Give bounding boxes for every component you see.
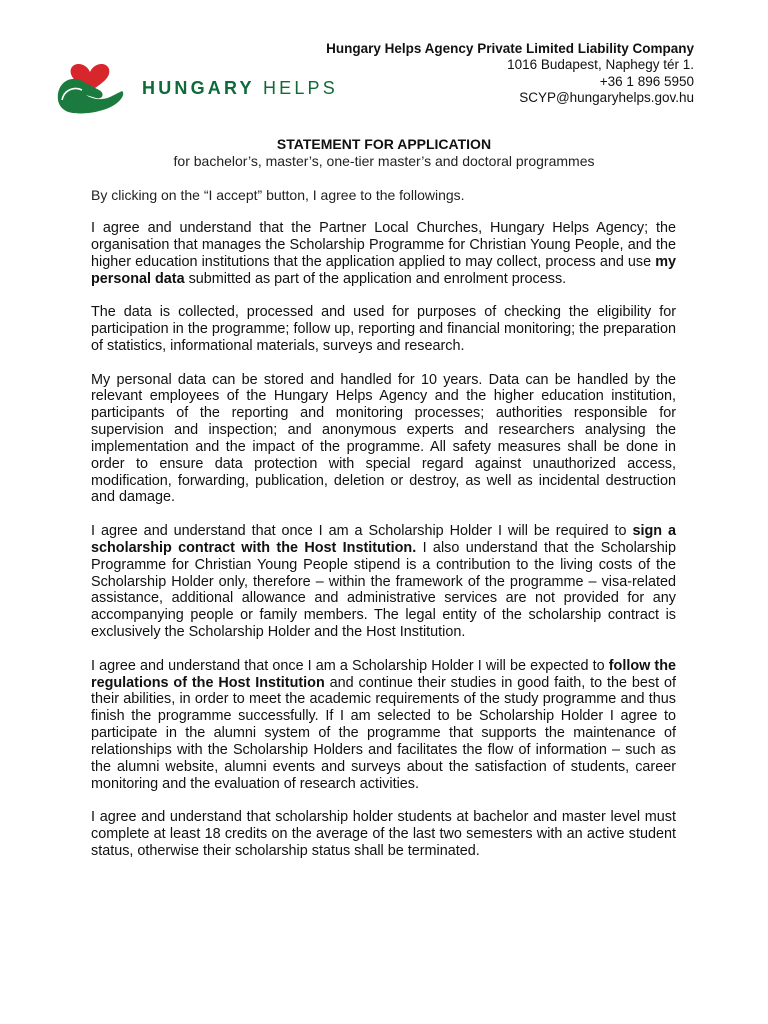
company-contact-block (314, 41, 694, 107)
document-subtitle: for bachelor’s, master’s, one-tier master’s and doctoral programmes (173, 153, 595, 169)
paragraph-data-storage: My personal data can be stored and handled for 10 years. Data can be handled by the relevant employees of the Hungary Helps Agency and the higher education institution, participants of the reporting and monitoring processes; authorities responsible for supervision and inspection; and anonymous experts and researchers analysing the implementation and the impact of the programme. All safety measures shall be done in order to ensure data protection with special regard against unauthorized access, modification, forwarding, publication, deletion or destroy, as well as incidental destruction and damage. (91, 371, 676, 506)
company-address: 1016 Budapest, Naphegy tér 1. (507, 57, 694, 73)
company-name: Hungary Helps Agency Private Limited Liability Company (326, 41, 694, 56)
company-email: SCYP@hungaryhelps.gov.hu (519, 90, 694, 106)
paragraph-personal-data: I agree and understand that the Partner Local Churches, Hungary Helps Agency; the organisation that manages the Scholarship Programme for Christian Young People, and the higher education institutions that the application applied to may collect, process and use my personal data submitted as part of the application and enrolment process. (91, 220, 676, 287)
heart-hand-logo-icon (54, 60, 126, 120)
hungary-helps-logo (54, 60, 354, 120)
intro-statement: By clicking on the “I accept” button, I agree to the followings. (91, 187, 465, 203)
paragraph-scholarship-contract: I agree and understand that once I am a Scholarship Holder I will be required to sign a scholarship contract with the Host Institution. I also understand that the Scholarship Programme for Christian Young People stipend is a contribution to the living costs of the Scholarship Holder only, therefore – within the framework of the programme – visa-related assistance, additional allowance and administrative services are not provided for any accompanying people or family members. The legal entity of the scholarship contract is exclusively the Scholarship Holder and the Host Institution. (91, 523, 676, 641)
document-title: STATEMENT FOR APPLICATION (276, 136, 492, 152)
company-phone: +36 1 896 5950 (599, 73, 694, 89)
paragraph-credit-requirement: I agree and understand that scholarship holder students at bachelor and master level must complete at least 18 credits on the average of the last two semesters with an active student status, otherwise their scholarship status shall be terminated. (91, 809, 676, 859)
paragraph-data-purposes: The data is collected, processed and used for purposes of checking the eligibility for participation in the programme; follow up, reporting and financial monitoring; the preparation of statistics, informational materials, surveys and research. (91, 304, 676, 354)
statement-body (91, 220, 676, 877)
paragraph-host-regulations: I agree and understand that once I am a Scholarship Holder I will be expected to follow the regulations of the Host Institution and continue their studies in good faith, to the best of their abilities, in order to meet the academic requirements of the study programme and thus finish the programme successfully. If I am selected to be Scholarship Holder I agree to participate in the alumni system of the programme that supports the maintenance of relationships with the Scholarship Holders and facilitates the flow of information – such as the alumni website, alumni events and surveys about the satisfaction of students, career monitoring and the evaluation of research activities. (91, 657, 676, 792)
logo-wordmark: HUNGARY HELPS (142, 78, 338, 98)
